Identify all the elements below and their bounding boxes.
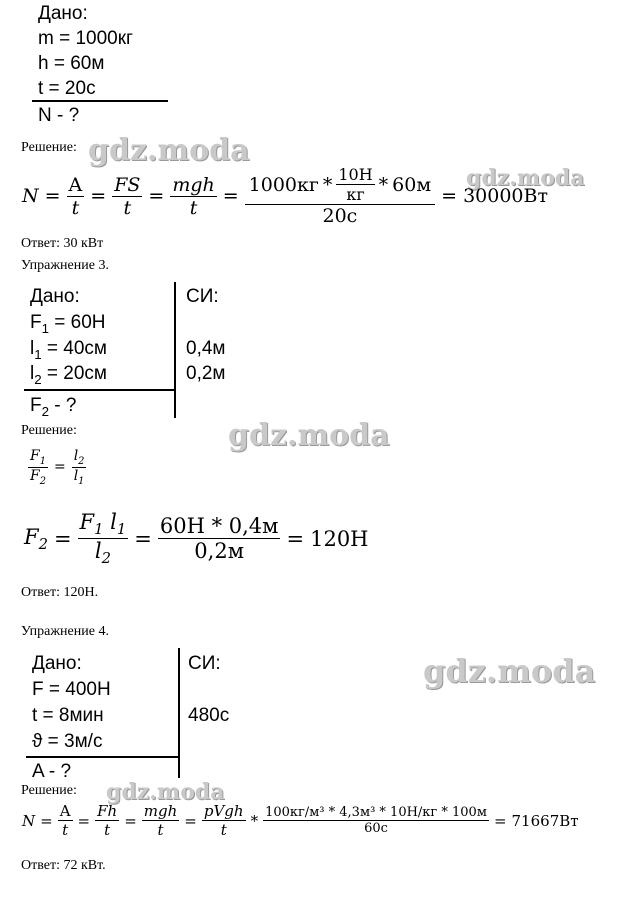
given-mass: m = 1000кг [38,28,133,49]
si-arm-2: 0,2м [186,363,226,384]
find-work: A - ? [32,761,72,782]
answer-3: Ответ: 120Н. [21,585,99,600]
watermark: gdz.moda [88,133,250,168]
eq-fraction: $\frac{\text{mgh}}{t}$ [172,173,215,219]
eq-sign: = [90,185,107,207]
given-divider [32,100,168,102]
given-divider [24,389,174,391]
watermark: gdz.moda [423,652,596,690]
eq-symbol: N [22,185,39,207]
si-arm-1: 0,4м [186,338,226,359]
given-time: t = 8мин [32,705,104,726]
answer-4: Ответ: 72 кВт. [21,858,106,873]
given-divider [26,756,178,758]
exercise-4-title: Упражнение 4. [21,624,109,639]
eq-sign: = [441,185,458,207]
eq-fraction: $\frac{A}{t}$ [68,173,83,219]
si-time: 480с [188,705,230,726]
si-title: СИ: [186,286,219,307]
si-divider [174,282,176,418]
given-height: h = 60м [38,53,105,74]
solution-label: Решение: [21,423,77,438]
eq-sign: = [148,185,165,207]
watermark: gdz.moda [228,418,390,453]
given-title: Дано: [32,653,82,674]
si-title: СИ: [188,653,221,674]
given-time: t = 20с [38,78,96,99]
eq-sign: = [222,185,239,207]
eq-fraction-big: 1000кг * $\frac{10Н}{кг}$ * 60м 20с [245,165,435,227]
eq-result: 30000Вт [463,185,548,207]
given-arm-2: $l_2 = 20см$ [30,363,107,387]
answer-1: Ответ: 30 кВт [21,236,104,251]
given-title: Дано: [38,3,88,24]
eq-fraction: $\frac{FS}{t}$ [114,173,141,219]
si-divider [178,648,180,778]
solution-label: Решение: [21,783,77,798]
lever-ratio: $\frac{F_1}{F_2}$ = $\frac{l_2}{l_1}$ [30,448,85,487]
watermark: gdz.moda [466,165,585,191]
eq-sign: = [44,185,61,207]
given-title: Дано: [30,286,80,307]
force-equation: $F_2$ = $\frac{F_1 l_1}{l_2}$ = $\frac{60Н * 0,4м}{0,2м}$ = 120Н [24,510,369,568]
power-equation-4: N = $\frac{A}{t}$ = $\frac{Fh}{t}$ = $\frac{\text{mgh}}{t}$ = $\frac{\text{pVgh}}{t}$ * $\frac{\text{100кг/м³ * 4,3м³ * 10Н/кг * 100м}}{60с}$ = 71667Вт [22,802,579,839]
solution-label: Решение: [21,140,77,155]
given-speed: ϑ = 3м/с [32,731,103,752]
power-equation [22,160,548,232]
exercise-3-title: Упражнение 3. [21,258,109,273]
find-power: N - ? [38,105,80,126]
given-arm-1: $l_1 = 40см$ [30,338,107,362]
find-force-2: $F_2$ - ? [30,395,77,419]
given-force-1: $F_1 = 60Н$ [30,312,106,336]
watermark: gdz.moda [106,779,225,805]
given-force: F = 400Н [32,679,111,700]
